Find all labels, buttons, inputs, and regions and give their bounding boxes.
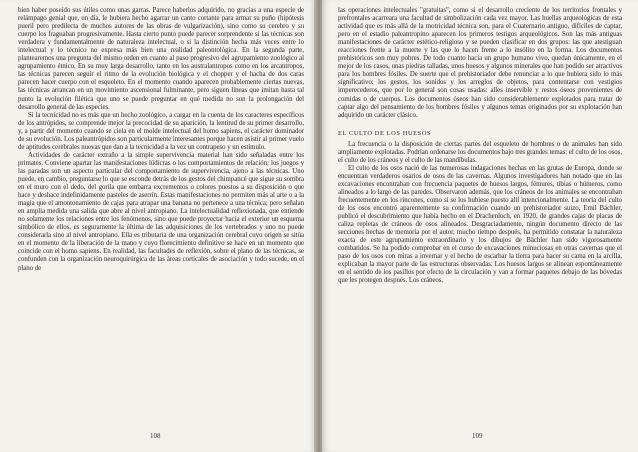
paragraph: La frecuencia o la disposición de ciertas partes del esqueleto de hombres o de animales han sido ampliamente explotadas. Podrían ordenarse los documentos bajo tres grandes temas: el culto de los osos, el culto de los cráneos y el culto de las mandíbulas. <box>338 140 622 164</box>
paragraph: Actividades de carácter extraño a la simple supervivencia material han sido señaladas entre los primates. Conviene apartar las manifestaciones lúdicras o los comportamientos de relación: los juegos y las paradas son un aspecto particular del comportamiento de supervivencia, ajeno a las técnicas. Uno puede, en cambio, preguntarse lo que se esconde detrás de los gestos del chimpancé que sigue su sombra en el muro con el dedo, del gorila que embarra excrementos o colores puestos a su disposición o que hace y deshace indefinidamente pasteles de aserrín. Estas manifestaciones no permiten más al arte o a la magia que el amontonamiento de cajas para atrapar una banana no pertenece a una técnica; pero señalan en amplia medida una salida que abre al nivel antropiano. La intelectualidad reflexionada, que entiende no solamente los relaciones entre los fenómenos, sino que puede proyectar hacia el exterior un esquema simbólico de ellos, es seguramente la última de las adquisiciones de los vertebrados y uno no puede considerarla sino al nivel antropiano. Ella es tributaria de una organización cerebral cuyo origen se sitúa en el momento de la liberación de la mano y cuyo florecimiento definitivo se hace en un momento que coincide con el homo sapiens. En realidad, las facultades de reflexión, sobre el plano de las técnicas, se confunden con la organización neuroquirúrgica de las áreas corticales de asociación y todo sucede, en el plano de <box>18 151 304 272</box>
page-number: 109 <box>472 432 483 440</box>
paragraph: las operaciones intelectuales "gratuitas", como si el desarrollo creciente de los territorios frontales y prefrontales acarreara una facultad de simbolización cada vez mayor. Las huellas arqueológicas de esta actividad que es más allá de la motricidad técnica son, para el Cuaternario antiguo, difíciles de captar, pero en el estadio paleantropino aparecen los primeros testigos arqueológicos. Son las más antiguas manifestaciones de carácter estético-religioso y se pueden clasificar en dos grupos: las que atestiguan reacciones frente a la muerte y las que lo hacen frente a lo insólito en la forma. Los documentos prehistóricos son muy pobres. De todo cuanto hacia un grupo humano vivo, quedan únicamente, en el mejor de los casos, unas piedras talladas, unos huesos y algunos minerales que han podido ser atractivos para los hombres fósiles. De suerte que el prehistoriador debe renunciar a lo que hubiera sido lo más significativo: los gestos, los sonidos y los arreglos de objetos, para contentarse con vestigios imperecederos, que por lo general son cosas usadas: alles inservible y restos óseos provenientes de comidas o de cuerpos. Los documentos óseos han sido considerablemente explotados para tratar de captar algo del pensamiento de los hombres fósiles y algunos temas originados por su explotación han adquirido un carácter clásico. <box>338 7 622 119</box>
section-heading: EL CULTO DE LOS HUESOS <box>338 129 432 137</box>
right-page <box>322 0 638 452</box>
right-page-body <box>338 7 622 286</box>
left-page-body <box>18 7 304 273</box>
left-page <box>0 0 316 452</box>
paragraph: Si la tecnicidad no es más que un hecho zoológico, a cargar en la cuenta de los caracteres específicos de los antrópidos, se comprende mejor la precocidad de su aparición, la lentitud de su primer desarrollo, y, a partir del momento cuando se ciela en el molde intelectual del homo sapiens, el carácter dominador de su evolución. Los paleantrópidos son particularmente interesantes porque hacen asistir al primer vuelo de aptitudes cerebrales nuevas que dan a la tecnicidad a la vez un contrapeso y un estímulo. <box>18 111 304 151</box>
paragraph: El culto de los osos nació de las numerosas indagaciones hechas en las grutas de Europa, donde se encuentran verdaderos osarios de osos de las cavernas. Algunos investigadores han notado que en las excavaciones encontraban con frecuencia paquetes de huesos largos, fémures, tibias o húmeros, como alineados a lo largo de las paredes. Observaron además, que los cráneos de los animales se encontraban frecuentemente en los rincones, como si se los hubiese puesto allí intencionalmente. La teoría del culto de los osos encontró aparentemente su confirmación cuando un prehistoriador suizo, Emil Bächler, publicó el descubrimiento que había hecho en el Drachenloch, en 1920, de grandes cajas de placas de caliza repletas de cráneos de osos alineados. Desgraciadamente, ningún documento directo de las secciones hechas de memoria por el autor, mucho tiempo después, ha permitido constatar la naturaleza exacta de este agrupamiento extraordinario y los dibujos de Bächler han sido vigorosamente combatidos. Se ha podido comprobar en el curso de excavaciones minuciosas en otras cavernas que el paso de los osos con miras a invernar y el hecho de escarbar la tierra para hacer su cama en la arcilla, explicaban la mayor parte de las estructuras observadas. Los huesos largos se alinean espontáneamente en el sentido de los pasillos por efecto de la circulación y van a formar paquetes debajo de las bóvedas que les protegen después. Los cráneos, <box>338 164 622 285</box>
page-number: 108 <box>150 432 161 440</box>
paragraph: bien haber poseído sus útiles como unas garras. Parece haberlos adquirido, no gracias a una especie de relámpago genial que, un día, le hubiera hecho agarrar un canto cortante para armar su puño (hipótesis pueril pero predilecta de muchos autores de las obras de vulgarización), sino como su cerebro y su cuerpo los fraguaban progresivamente. Hasta cierto punto puede parecer sorprendente si las técnicas son verdadera y fundamentalmente de naturaleza intelectual, o si la distinción hecha más veces entre lo intelectual y lo técnico no expresa más bien una realidad paleontológica. En la segunda parte, plantearemos una pregunta del mismo orden en cuanto al paso progresivo del agrupamiento zoológico al agrupamiento étnico. En su muy larga desarrollo, tanto en los australantropos como en los arcantropos, las técnicas parecen seguir el ritmo de la evolución biológica y el chopper y el hacha de dos caras parecen hacer cuerpo con el esqueleto. En el momento cuando aparecen probablemente ciertas nuevas, las técnicas arrancan en un movimiento ascensional fulminante, pero siguen líneas que imitan hasta tal punto la evolución filética que uno se puede preguntar en qué medida no son la prolongación del desarrollo general de las especies. <box>18 7 304 111</box>
